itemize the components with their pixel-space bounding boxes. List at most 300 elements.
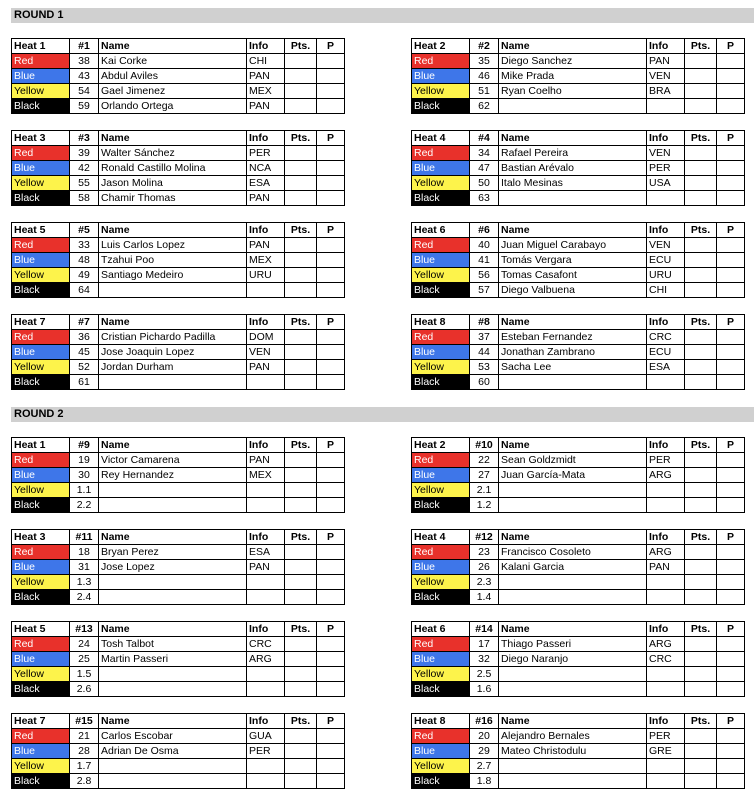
points-cell (285, 283, 317, 298)
lane-color-cell: Red (12, 637, 70, 652)
seed-number-cell: 40 (470, 238, 499, 253)
table-row (412, 729, 745, 744)
country-cell (247, 498, 285, 513)
table-row (412, 99, 745, 114)
heat-label: Heat 1 (12, 438, 70, 453)
place-cell (717, 774, 745, 789)
country-cell: VEN (247, 345, 285, 360)
info-column-header: Info (647, 315, 685, 330)
points-cell (285, 84, 317, 99)
seed-number-cell: 63 (470, 191, 499, 206)
country-cell: ARG (647, 468, 685, 483)
heat-header-row (12, 39, 345, 54)
seed-number-cell: 53 (470, 360, 499, 375)
seed-number-cell: 1.6 (470, 682, 499, 697)
place-cell (317, 652, 345, 667)
lane-color-cell: Yellow (412, 483, 470, 498)
athlete-name-cell: Bryan Perez (99, 545, 247, 560)
points-cell (685, 360, 717, 375)
heat-label: Heat 8 (412, 714, 470, 729)
lane-color-cell: Black (412, 283, 470, 298)
place-cell (317, 729, 345, 744)
table-row (412, 453, 745, 468)
table-row (412, 545, 745, 560)
name-column-header: Name (99, 131, 247, 146)
table-row (12, 253, 345, 268)
lane-color-cell: Blue (12, 744, 70, 759)
country-cell: PAN (647, 54, 685, 69)
place-cell (317, 759, 345, 774)
athlete-name-cell: Kalani Garcia (499, 560, 647, 575)
lane-color-cell: Black (412, 682, 470, 697)
table-row (12, 468, 345, 483)
place-cell (717, 560, 745, 575)
heat-number: #14 (470, 622, 499, 637)
country-cell (647, 375, 685, 390)
points-cell (685, 682, 717, 697)
country-cell: CRC (247, 637, 285, 652)
heat-label: Heat 3 (12, 530, 70, 545)
points-cell (285, 161, 317, 176)
seed-number-cell: 61 (70, 375, 99, 390)
heat-table (11, 222, 345, 298)
lane-color-cell: Yellow (12, 667, 70, 682)
place-column-header: P (717, 315, 745, 330)
athlete-name-cell: Kai Corke (99, 54, 247, 69)
place-cell (717, 176, 745, 191)
place-cell (317, 176, 345, 191)
name-column-header: Name (499, 714, 647, 729)
table-row (12, 69, 345, 84)
country-cell: ARG (647, 637, 685, 652)
name-column-header: Name (499, 315, 647, 330)
points-column-header: Pts. (285, 39, 317, 54)
athlete-name-cell: Sean Goldzmidt (499, 453, 647, 468)
table-row (12, 345, 345, 360)
lane-color-cell: Black (12, 774, 70, 789)
table-row (412, 652, 745, 667)
athlete-name-cell: Mike Prada (499, 69, 647, 84)
seed-number-cell: 35 (470, 54, 499, 69)
athlete-name-cell: Italo Mesinas (499, 176, 647, 191)
athlete-name-cell: Victor Camarena (99, 453, 247, 468)
table-row (412, 637, 745, 652)
athlete-name-cell (499, 99, 647, 114)
place-cell (317, 498, 345, 513)
lane-color-cell: Red (412, 637, 470, 652)
heat-header-row (12, 315, 345, 330)
points-column-header: Pts. (685, 714, 717, 729)
heat-number: #13 (70, 622, 99, 637)
place-cell (717, 99, 745, 114)
heat-table (411, 713, 745, 789)
place-cell (717, 161, 745, 176)
country-cell: ARG (247, 652, 285, 667)
heat-table (11, 713, 345, 789)
heat-label: Heat 2 (412, 39, 470, 54)
country-cell: PAN (247, 191, 285, 206)
seed-number-cell: 32 (470, 652, 499, 667)
table-row (12, 375, 345, 390)
table-row (12, 560, 345, 575)
heat-table (411, 130, 745, 206)
lane-color-cell: Red (12, 545, 70, 560)
seed-number-cell: 24 (70, 637, 99, 652)
name-column-header: Name (499, 530, 647, 545)
points-cell (685, 253, 717, 268)
athlete-name-cell: Francisco Cosoleto (499, 545, 647, 560)
points-cell (285, 375, 317, 390)
athlete-name-cell (99, 375, 247, 390)
seed-number-cell: 1.3 (70, 575, 99, 590)
points-column-header: Pts. (285, 315, 317, 330)
table-row (412, 84, 745, 99)
place-column-header: P (317, 714, 345, 729)
name-column-header: Name (99, 714, 247, 729)
lane-color-cell: Black (12, 191, 70, 206)
athlete-name-cell (499, 682, 647, 697)
table-row (12, 483, 345, 498)
lane-color-cell: Black (12, 99, 70, 114)
place-cell (317, 330, 345, 345)
country-cell: PAN (247, 69, 285, 84)
place-cell (317, 637, 345, 652)
athlete-name-cell: Gael Jimenez (99, 84, 247, 99)
country-cell: GRE (647, 744, 685, 759)
athlete-name-cell: Tomas Casafont (499, 268, 647, 283)
place-column-header: P (317, 315, 345, 330)
info-column-header: Info (247, 223, 285, 238)
place-cell (317, 99, 345, 114)
points-cell (685, 744, 717, 759)
seed-number-cell: 23 (470, 545, 499, 560)
points-cell (685, 545, 717, 560)
athlete-name-cell: Diego Valbuena (499, 283, 647, 298)
athlete-name-cell (499, 483, 647, 498)
points-cell (285, 99, 317, 114)
points-cell (285, 360, 317, 375)
country-cell: PAN (247, 560, 285, 575)
athlete-name-cell: Jose Joaquin Lopez (99, 345, 247, 360)
place-cell (717, 575, 745, 590)
points-cell (685, 652, 717, 667)
country-cell (647, 483, 685, 498)
seed-number-cell: 41 (470, 253, 499, 268)
lane-color-cell: Black (12, 283, 70, 298)
points-cell (685, 637, 717, 652)
heat-header-row (12, 530, 345, 545)
heat-table (411, 38, 745, 114)
lane-color-cell: Black (12, 590, 70, 605)
country-cell: NCA (247, 161, 285, 176)
points-cell (685, 176, 717, 191)
place-cell (717, 545, 745, 560)
place-cell (717, 483, 745, 498)
points-cell (685, 468, 717, 483)
points-cell (685, 729, 717, 744)
place-cell (317, 161, 345, 176)
seed-number-cell: 17 (470, 637, 499, 652)
table-row (412, 238, 745, 253)
place-cell (717, 637, 745, 652)
table-row (12, 146, 345, 161)
place-column-header: P (317, 530, 345, 545)
place-cell (717, 238, 745, 253)
country-cell (647, 590, 685, 605)
points-cell (685, 283, 717, 298)
place-cell (717, 330, 745, 345)
place-cell (717, 729, 745, 744)
heat-header-row (12, 622, 345, 637)
place-column-header: P (317, 438, 345, 453)
points-cell (685, 146, 717, 161)
info-column-header: Info (647, 39, 685, 54)
country-cell (247, 667, 285, 682)
lane-color-cell: Blue (412, 345, 470, 360)
table-row (412, 744, 745, 759)
info-column-header: Info (247, 315, 285, 330)
country-cell: ECU (647, 253, 685, 268)
heat-number: #2 (470, 39, 499, 54)
heat-table (411, 437, 745, 513)
country-cell (247, 375, 285, 390)
heat-label: Heat 1 (12, 39, 70, 54)
place-cell (317, 590, 345, 605)
place-cell (717, 498, 745, 513)
country-cell: CHI (247, 54, 285, 69)
place-column-header: P (717, 223, 745, 238)
points-cell (285, 268, 317, 283)
table-row (412, 682, 745, 697)
info-column-header: Info (647, 131, 685, 146)
lane-color-cell: Yellow (412, 360, 470, 375)
country-cell: MEX (247, 253, 285, 268)
info-column-header: Info (647, 438, 685, 453)
info-column-header: Info (647, 622, 685, 637)
heat-number: #9 (70, 438, 99, 453)
athlete-name-cell: Bastian Arévalo (499, 161, 647, 176)
country-cell (247, 283, 285, 298)
heat-label: Heat 8 (412, 315, 470, 330)
points-cell (685, 330, 717, 345)
seed-number-cell: 62 (470, 99, 499, 114)
lane-color-cell: Yellow (12, 575, 70, 590)
country-cell: VEN (647, 238, 685, 253)
table-row (12, 330, 345, 345)
table-row (12, 682, 345, 697)
lane-color-cell: Black (412, 590, 470, 605)
athlete-name-cell (499, 667, 647, 682)
seed-number-cell: 64 (70, 283, 99, 298)
points-column-header: Pts. (285, 438, 317, 453)
heat-header-row (12, 438, 345, 453)
heat-label: Heat 7 (12, 714, 70, 729)
lane-color-cell: Red (412, 238, 470, 253)
place-cell (317, 744, 345, 759)
athlete-name-cell: Jordan Durham (99, 360, 247, 375)
place-column-header: P (717, 714, 745, 729)
lane-color-cell: Blue (12, 253, 70, 268)
name-column-header: Name (499, 622, 647, 637)
place-cell (717, 146, 745, 161)
points-column-header: Pts. (685, 315, 717, 330)
points-column-header: Pts. (685, 223, 717, 238)
athlete-name-cell: Diego Naranjo (499, 652, 647, 667)
place-cell (717, 375, 745, 390)
place-cell (717, 667, 745, 682)
table-row (12, 161, 345, 176)
place-cell (317, 375, 345, 390)
athlete-name-cell (499, 590, 647, 605)
place-cell (317, 54, 345, 69)
country-cell (647, 759, 685, 774)
lane-color-cell: Black (412, 774, 470, 789)
country-cell (647, 575, 685, 590)
points-cell (685, 590, 717, 605)
lane-color-cell: Blue (12, 468, 70, 483)
place-column-header: P (717, 622, 745, 637)
seed-number-cell: 2.6 (70, 682, 99, 697)
country-cell (647, 682, 685, 697)
lane-color-cell: Black (412, 99, 470, 114)
country-cell: PER (247, 146, 285, 161)
country-cell: PAN (647, 560, 685, 575)
seed-number-cell: 26 (470, 560, 499, 575)
round-2-header: ROUND 2 (11, 407, 754, 422)
heat-label: Heat 4 (412, 530, 470, 545)
lane-color-cell: Yellow (412, 575, 470, 590)
place-cell (317, 560, 345, 575)
place-cell (317, 360, 345, 375)
lane-color-cell: Yellow (412, 176, 470, 191)
points-cell (285, 191, 317, 206)
athlete-name-cell: Tosh Talbot (99, 637, 247, 652)
country-cell (247, 483, 285, 498)
table-row (412, 667, 745, 682)
heat-number: #4 (470, 131, 499, 146)
name-column-header: Name (99, 622, 247, 637)
seed-number-cell: 46 (470, 69, 499, 84)
seed-number-cell: 50 (470, 176, 499, 191)
table-row (12, 360, 345, 375)
points-cell (285, 545, 317, 560)
place-cell (317, 483, 345, 498)
athlete-name-cell (499, 498, 647, 513)
info-column-header: Info (647, 714, 685, 729)
info-column-header: Info (247, 39, 285, 54)
country-cell (247, 575, 285, 590)
points-cell (285, 69, 317, 84)
heat-number: #1 (70, 39, 99, 54)
heat-label: Heat 6 (412, 622, 470, 637)
country-cell: URU (247, 268, 285, 283)
athlete-name-cell: Rafael Pereira (499, 146, 647, 161)
lane-color-cell: Black (12, 375, 70, 390)
heat-number: #11 (70, 530, 99, 545)
points-cell (685, 453, 717, 468)
table-row (412, 161, 745, 176)
country-cell: DOM (247, 330, 285, 345)
table-row (12, 774, 345, 789)
country-cell (647, 774, 685, 789)
heat-label: Heat 2 (412, 438, 470, 453)
table-row (412, 283, 745, 298)
seed-number-cell: 33 (70, 238, 99, 253)
info-column-header: Info (247, 714, 285, 729)
table-row (12, 191, 345, 206)
lane-color-cell: Red (412, 146, 470, 161)
points-cell (685, 268, 717, 283)
lane-color-cell: Blue (12, 69, 70, 84)
heat-table (411, 621, 745, 697)
table-row (12, 238, 345, 253)
country-cell (247, 590, 285, 605)
country-cell (647, 498, 685, 513)
name-column-header: Name (499, 438, 647, 453)
athlete-name-cell (499, 375, 647, 390)
country-cell (647, 99, 685, 114)
points-cell (285, 759, 317, 774)
table-row (412, 360, 745, 375)
name-column-header: Name (99, 315, 247, 330)
heat-table (411, 222, 745, 298)
athlete-name-cell: Juan García-Mata (499, 468, 647, 483)
country-cell: MEX (247, 468, 285, 483)
heat-label: Heat 3 (12, 131, 70, 146)
table-row (12, 84, 345, 99)
table-row (12, 744, 345, 759)
table-row (12, 545, 345, 560)
lane-color-cell: Red (12, 453, 70, 468)
lane-color-cell: Red (412, 453, 470, 468)
athlete-name-cell: Jason Molina (99, 176, 247, 191)
lane-color-cell: Yellow (12, 759, 70, 774)
heat-number: #3 (70, 131, 99, 146)
heat-header-row (412, 39, 745, 54)
points-cell (285, 453, 317, 468)
lane-color-cell: Black (412, 191, 470, 206)
table-row (412, 146, 745, 161)
round-1-header: ROUND 1 (11, 8, 754, 23)
seed-number-cell: 2.1 (470, 483, 499, 498)
heat-header-row (412, 131, 745, 146)
athlete-name-cell: Santiago Medeiro (99, 268, 247, 283)
seed-number-cell: 44 (470, 345, 499, 360)
country-cell: URU (647, 268, 685, 283)
lane-color-cell: Red (12, 729, 70, 744)
seed-number-cell: 2.8 (70, 774, 99, 789)
athlete-name-cell: Martin Passeri (99, 652, 247, 667)
place-cell (717, 253, 745, 268)
place-cell (317, 667, 345, 682)
points-cell (285, 652, 317, 667)
table-row (412, 560, 745, 575)
country-cell: BRA (647, 84, 685, 99)
athlete-name-cell (99, 575, 247, 590)
points-cell (685, 667, 717, 682)
seed-number-cell: 58 (70, 191, 99, 206)
table-row (412, 774, 745, 789)
name-column-header: Name (499, 131, 647, 146)
table-row (412, 468, 745, 483)
seed-number-cell: 45 (70, 345, 99, 360)
heat-label: Heat 5 (12, 622, 70, 637)
name-column-header: Name (99, 39, 247, 54)
lane-color-cell: Blue (412, 161, 470, 176)
points-column-header: Pts. (685, 530, 717, 545)
country-cell: PAN (247, 238, 285, 253)
seed-number-cell: 28 (70, 744, 99, 759)
